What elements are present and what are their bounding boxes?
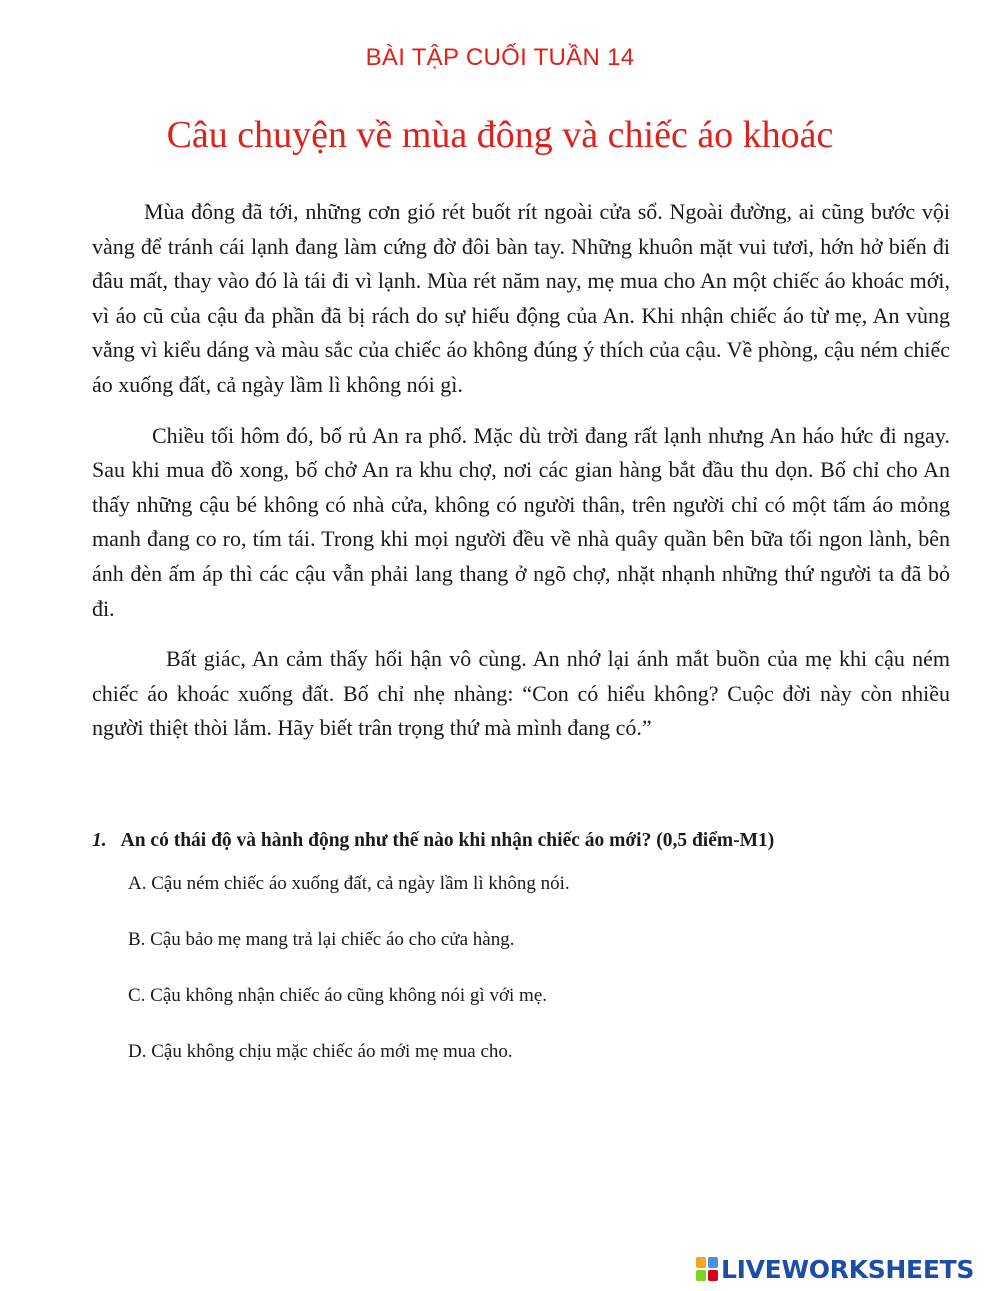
liveworksheets-logo-icon xyxy=(696,1257,718,1281)
passage-paragraph: Bất giác, An cảm thấy hối hận vô cùng. An nhớ lại ánh mắt buồn của mẹ khi cậu ném chiếc áo khoác xuống đất. Bố chỉ nhẹ nhàng: “Con có hiểu không? Cuộc đời này còn nhiều người thiệt thòi lắm. Hãy biết trân trọng thứ mà mình đang có.” xyxy=(92,646,950,741)
answer-options xyxy=(128,870,928,1094)
logo-text: LIVEWORKSHEETS xyxy=(721,1254,975,1284)
answer-option-a[interactable]: A. Cậu ném chiếc áo xuống đất, cả ngày lầm lì không nói. xyxy=(128,873,570,894)
answer-option-b[interactable]: B. Cậu bảo mẹ mang trả lại chiếc áo cho cửa hàng. xyxy=(128,929,515,950)
question-text: An có thái độ và hành động như thế nào khi nhận chiếc áo mới? (0,5 điểm-M1) xyxy=(120,830,775,851)
passage-paragraph: Mùa đông đã tới, những cơn gió rét buốt rít ngoài cửa sổ. Ngoài đường, ai cũng bước vội vàng để tránh cái lạnh đang làm cứng đờ đôi bàn tay. Những khuôn mặt vui tươi, hớn hở biến đi đâu mất, thay vào đó là tái đi vì lạnh. Mùa rét năm nay, mẹ mua cho An một chiếc áo khoác mới, vì áo cũ của cậu đa phần đã bị rách do sự hiếu động của An. Khi nhận chiếc áo từ mẹ, An vùng vằng vì kiểu dáng và màu sắc của chiếc áo không đúng ý thích của cậu. Về phòng, cậu ném chiếc áo xuống đất, cả ngày lầm lì không nói gì. xyxy=(92,199,950,397)
liveworksheets-logo xyxy=(696,1254,974,1284)
worksheet-label: BÀI TẬP CUỐI TUẦN 14 xyxy=(365,44,635,71)
question-number: 1. xyxy=(92,830,107,851)
answer-option-c[interactable]: C. Cậu không nhận chiếc áo cũng không nói gì với mẹ. xyxy=(128,985,548,1006)
question-1 xyxy=(92,830,952,852)
story-title: Câu chuyện về mùa đông và chiếc áo khoác xyxy=(166,114,834,156)
reading-passage xyxy=(92,195,950,762)
answer-option-d[interactable]: D. Cậu không chịu mặc chiếc áo mới mẹ mua cho. xyxy=(128,1041,513,1062)
passage-paragraph: Chiều tối hôm đó, bố rủ An ra phố. Mặc dù trời đang rất lạnh nhưng An háo hức đi ngay. Sau khi mua đồ xong, bố chở An ra khu chợ, nơi các gian hàng bắt đầu thu dọn. Bố chỉ cho An thấy những cậu bé không có nhà cửa, không có người thân, trên người chỉ có một tấm áo mỏng manh đang co ro, tím tái. Trong khi mọi người đều về nhà quây quần bên bữa tối ngon lành, bên ánh đèn ấm áp thì các cậu vẫn phải lang thang ở ngõ chợ, nhặt nhạnh những thứ người ta đã bỏ đi. xyxy=(92,422,950,621)
